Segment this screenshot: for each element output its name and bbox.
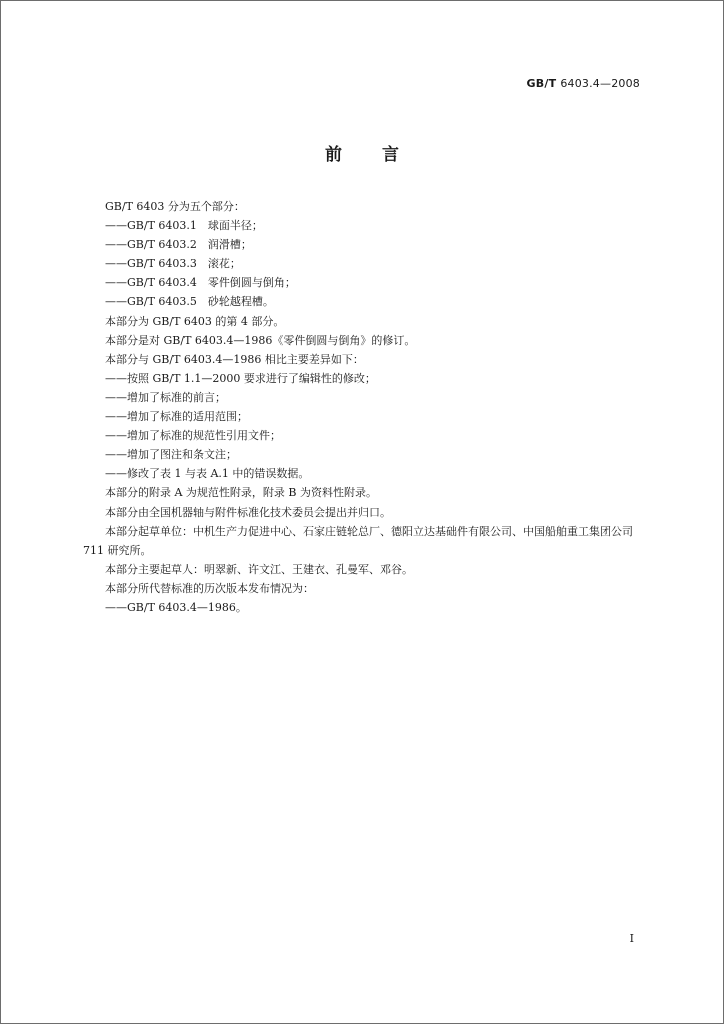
paragraph: 本部分起草单位：中机生产力促进中心、石家庄链轮总厂、德阳立达基础件有限公司、中国船舶重工集团公司 711 研究所。 — [83, 524, 633, 557]
paragraph: ——增加了标准的适用范围； — [105, 410, 248, 424]
paragraph: 本部分与 GB/T 6403.4—1986 相比主要差异如下： — [105, 352, 364, 366]
paragraph: ——增加了图注和条文注； — [105, 448, 237, 462]
preface-body — [83, 197, 643, 617]
paragraph: ——GB/T 6403.3 滚花； — [105, 257, 241, 271]
page-title: 前言 — [325, 145, 439, 165]
paragraph: 本部分为 GB/T 6403 的第 4 部分。 — [105, 314, 285, 328]
paragraph: ——增加了标准的规范性引用文件； — [105, 429, 281, 443]
paragraph: ——按照 GB/T 1.1—2000 要求进行了编辑性的修改； — [105, 371, 376, 385]
paragraph: ——修改了表 1 与表 A.1 中的错误数据。 — [105, 467, 310, 481]
paragraph: 本部分的附录 A 为规范性附录，附录 B 为资料性附录。 — [105, 486, 378, 500]
paragraph: ——增加了标准的前言； — [105, 390, 226, 404]
paragraph: ——GB/T 6403.1 球面半径； — [105, 219, 263, 233]
paragraph: ——GB/T 6403.5 砂轮越程槽。 — [105, 295, 274, 309]
paragraph: ——GB/T 6403.4 零件倒圆与倒角； — [105, 276, 296, 290]
page-number: I — [629, 932, 634, 945]
standard-code-header — [527, 77, 640, 90]
standard-prefix: GB/T — [526, 77, 557, 90]
paragraph: ——GB/T 6403.4—1986。 — [105, 600, 247, 614]
paragraph: 本部分主要起草人：明翠新、许文江、王建衣、孔曼军、邓谷。 — [105, 562, 413, 576]
paragraph: GB/T 6403 分为五个部分： — [105, 200, 245, 213]
paragraph: 本部分由全国机器轴与附件标准化技术委员会提出并归口。 — [105, 505, 391, 519]
paragraph: 本部分所代替标准的历次版本发布情况为： — [105, 581, 314, 595]
standard-number: 6403.4—2008 — [560, 77, 640, 90]
paragraph: 本部分是对 GB/T 6403.4—1986《零件倒圆与倒角》的修订。 — [105, 333, 416, 347]
paragraph: ——GB/T 6403.2 润滑槽； — [105, 238, 252, 252]
